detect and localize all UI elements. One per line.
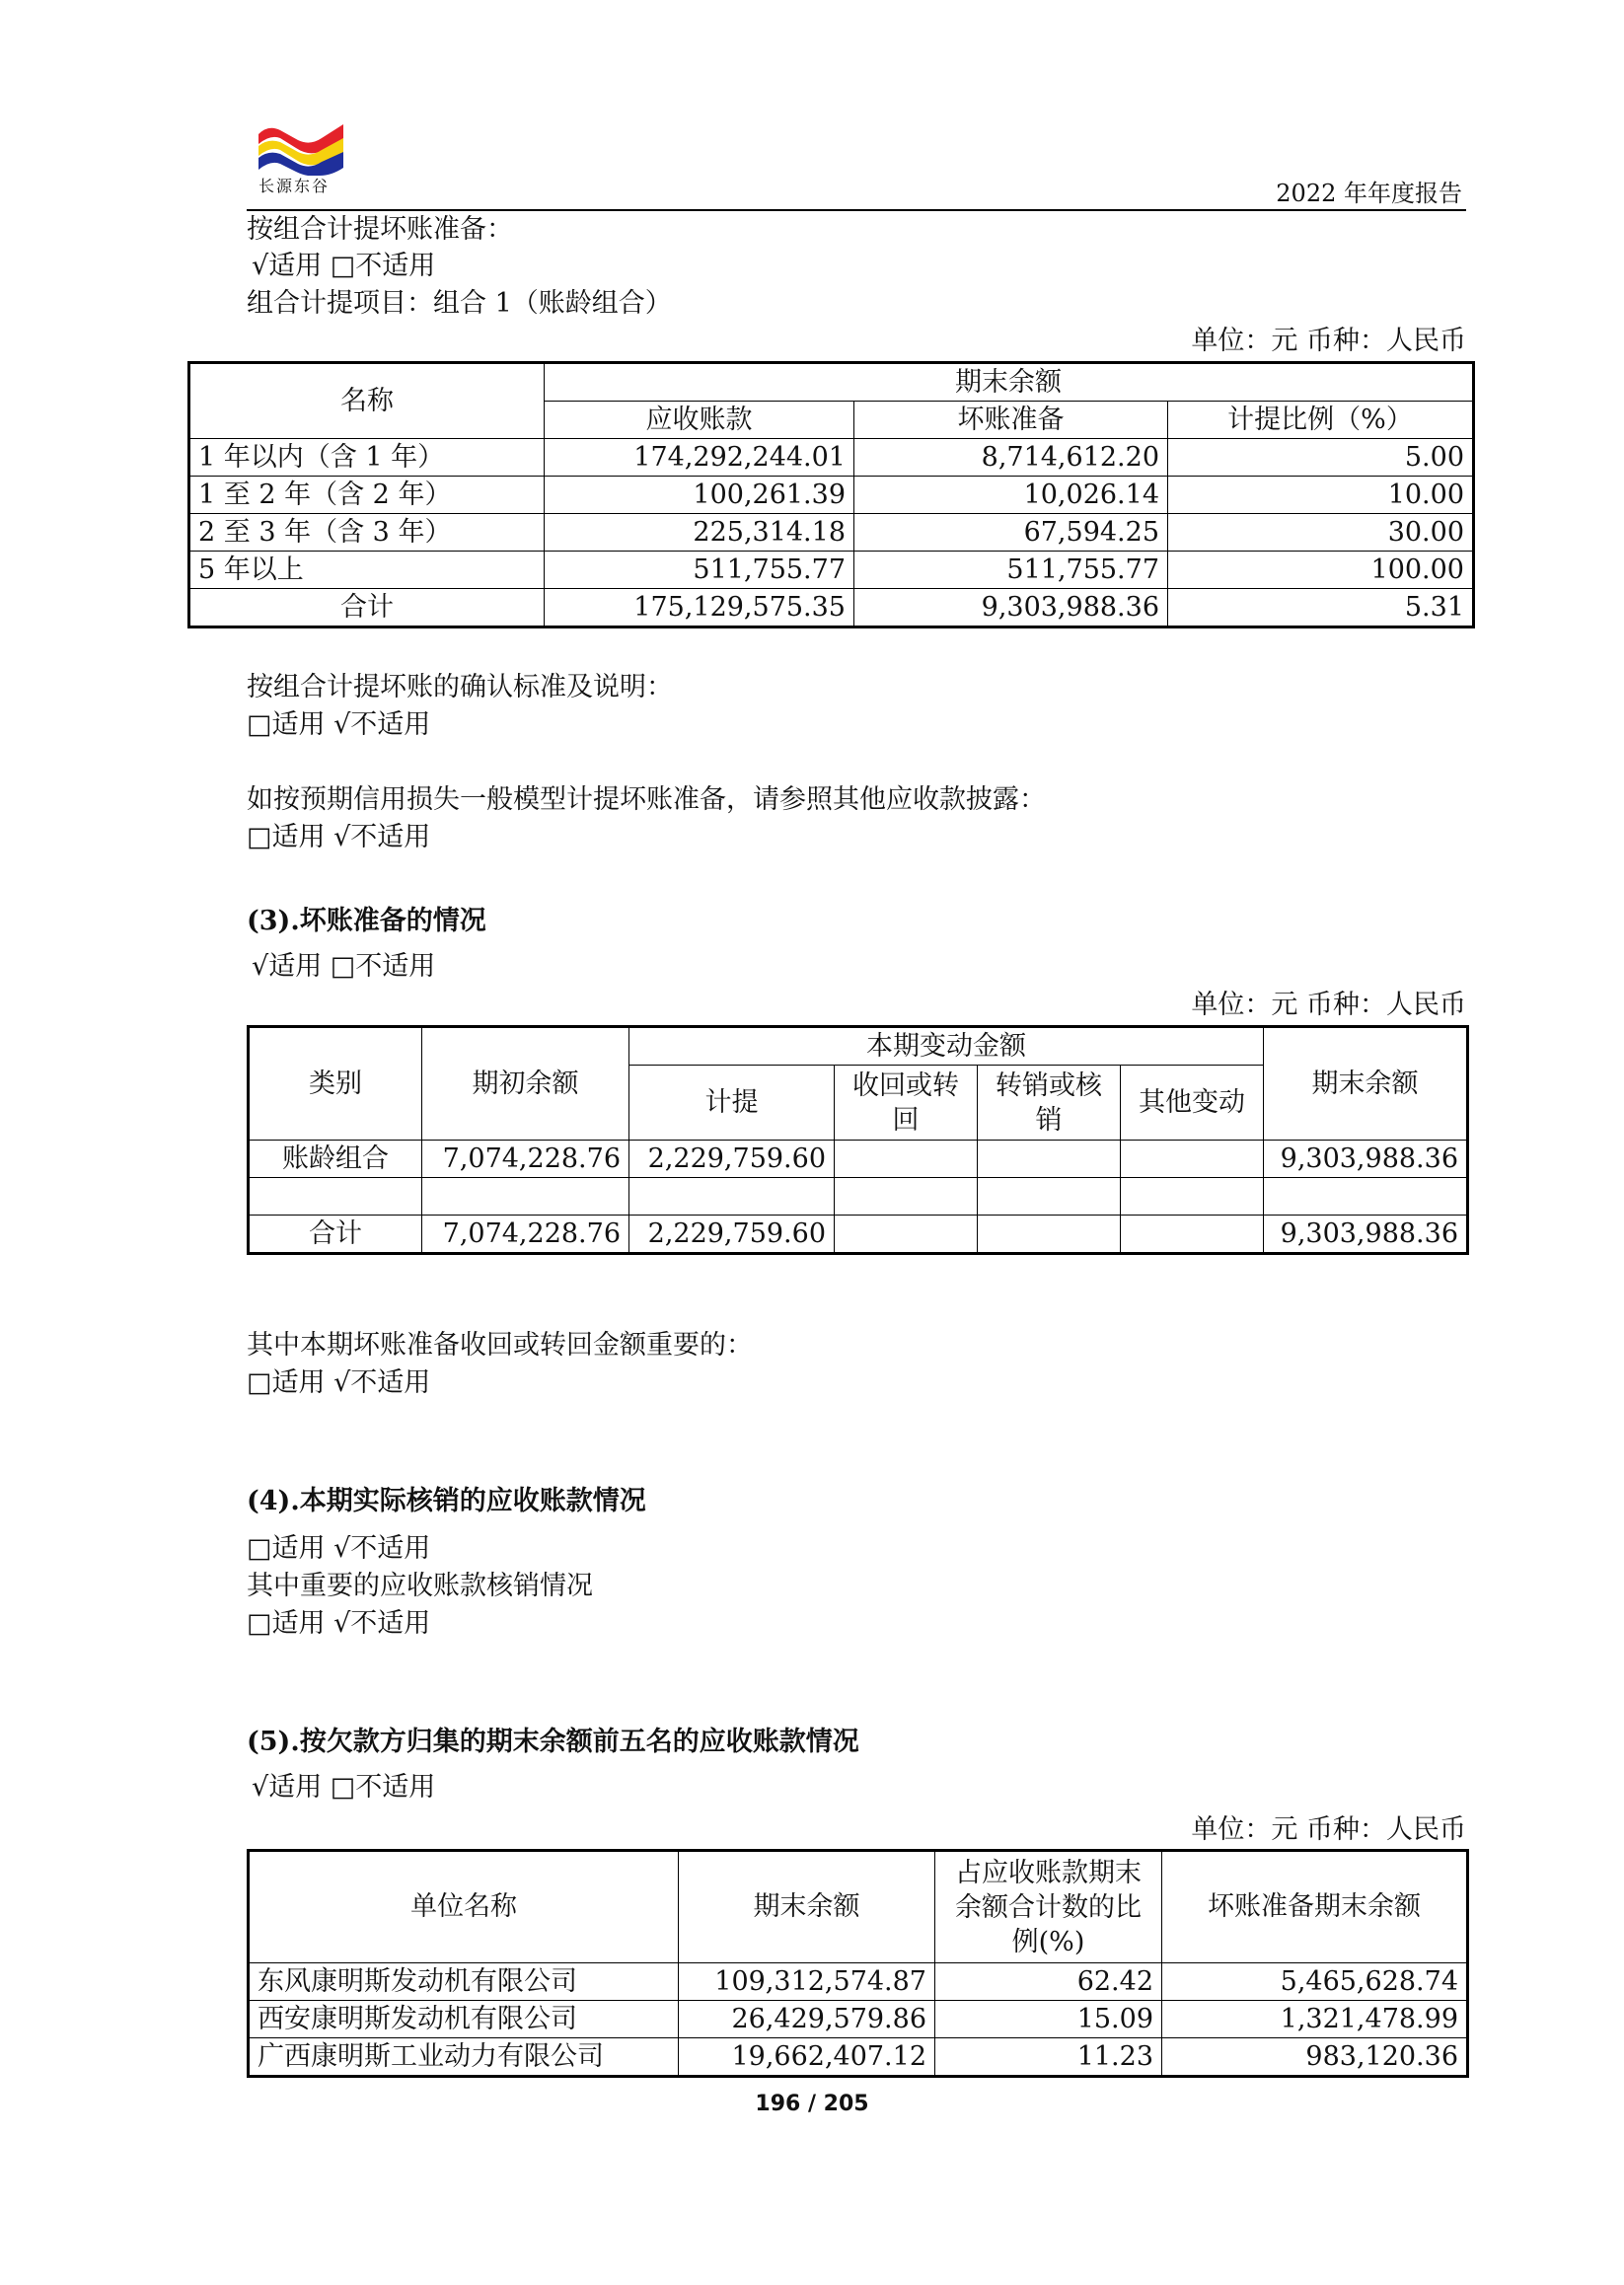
group-header-change: 本期变动金额 [629, 1027, 1264, 1066]
col-header-ratio: 占应收账款期末余额合计数的比例(%) [935, 1851, 1162, 1963]
cell-receivable: 225,314.18 [545, 514, 854, 552]
cell-name: 1 至 2 年（含 2 年） [189, 477, 545, 514]
cell-provision: 511,755.77 [854, 552, 1168, 589]
col-header-provision: 坏账准备期末余额 [1162, 1851, 1468, 1963]
col-header-writeoff: 转销或核销 [978, 1066, 1121, 1141]
cell-total-ratio: 5.31 [1168, 589, 1474, 627]
expected-loss-heading: 如按预期信用损失一般模型计提坏账准备，请参照其他应收款披露： [247, 784, 1046, 815]
cell-unit: 广西康明斯工业动力有限公司 [249, 2038, 679, 2077]
cell-closing: 9,303,988.36 [1264, 1141, 1468, 1178]
cell-recover [835, 1178, 978, 1216]
col-header-name: 名称 [189, 363, 545, 439]
cell-category: 账龄组合 [249, 1141, 422, 1178]
bad-debt-change-table [247, 1025, 1469, 1255]
table-row [189, 552, 1474, 589]
table-row [189, 439, 1474, 477]
col-header-recover: 收回或转回 [835, 1066, 978, 1141]
cell-closing [1264, 1178, 1468, 1216]
cell-closing: 109,312,574.87 [679, 1963, 935, 2001]
cell-provision: 983,120.36 [1162, 2038, 1468, 2077]
cell-other [1121, 1178, 1264, 1216]
report-title: 2022 年年度报告 [1276, 180, 1462, 207]
cell-ratio: 100.00 [1168, 552, 1474, 589]
cell-ratio: 5.00 [1168, 439, 1474, 477]
cell-total-recover [835, 1216, 978, 1254]
cell-opening [422, 1178, 629, 1216]
cell-total-writeoff [978, 1216, 1121, 1254]
table-row [249, 2038, 1468, 2077]
section5-heading: (5).按欠款方归集的期末余额前五名的应收账款情况 [247, 1727, 859, 1757]
col-header-other: 其他变动 [1121, 1066, 1264, 1141]
cell-name: 2 至 3 年（含 3 年） [189, 514, 545, 552]
section5-unit: 单位：元 币种：人民币 [1191, 1814, 1466, 1845]
col-header-ratio: 计提比例（%） [1168, 402, 1474, 439]
cell-accrual: 2,229,759.60 [629, 1141, 835, 1178]
col-header-accrual: 计提 [629, 1066, 835, 1141]
page-number: 196 / 205 [755, 2092, 869, 2116]
cell-writeoff [978, 1178, 1121, 1216]
cell-ratio: 62.42 [935, 1963, 1162, 2001]
col-header-unit: 单位名称 [249, 1851, 679, 1963]
cell-ratio: 10.00 [1168, 477, 1474, 514]
table-row [249, 1178, 1468, 1216]
logo-text: 长源东谷 [258, 177, 331, 195]
col-header-closing: 期末余额 [1264, 1027, 1468, 1141]
cell-writeoff [978, 1141, 1121, 1178]
cell-provision: 67,594.25 [854, 514, 1168, 552]
cell-total-label: 合计 [249, 1216, 422, 1254]
section4-sub-applicable: □适用 √不适用 [247, 1608, 431, 1639]
aging-combo-table [187, 361, 1475, 628]
section4-applicable: □适用 √不适用 [247, 1533, 431, 1564]
table-row [249, 1141, 1468, 1178]
cell-total-label: 合计 [189, 589, 545, 627]
expected-loss-applicable: □适用 √不适用 [247, 822, 431, 852]
table-row [249, 1963, 1468, 2001]
top-five-debtors-table [247, 1849, 1469, 2078]
section3-unit: 单位：元 币种：人民币 [1191, 990, 1466, 1020]
combo-heading: 按组合计提坏账准备： [247, 214, 513, 245]
cell-provision: 10,026.14 [854, 477, 1168, 514]
cell-closing: 19,662,407.12 [679, 2038, 935, 2077]
cell-unit: 东风康明斯发动机有限公司 [249, 1963, 679, 2001]
col-header-opening: 期初余额 [422, 1027, 629, 1141]
cell-ratio: 15.09 [935, 2001, 1162, 2038]
recovery-note-applicable: □适用 √不适用 [247, 1367, 431, 1398]
combo-applicable: √适用 □不适用 [252, 251, 436, 281]
cell-receivable: 511,755.77 [545, 552, 854, 589]
total-row [249, 1216, 1468, 1254]
cell-total-receivable: 175,129,575.35 [545, 589, 854, 627]
cell-category [249, 1178, 422, 1216]
combo-unit: 单位：元 币种：人民币 [1191, 326, 1466, 356]
section3-heading: (3).坏账准备的情况 [247, 906, 486, 936]
cell-total-provision: 9,303,988.36 [854, 589, 1168, 627]
col-header-category: 类别 [249, 1027, 422, 1141]
cell-total-other [1121, 1216, 1264, 1254]
cell-accrual [629, 1178, 835, 1216]
confirm-standard-heading: 按组合计提坏账的确认标准及说明： [247, 672, 673, 702]
recovery-note-heading: 其中本期坏账准备收回或转回金额重要的： [247, 1330, 753, 1361]
cell-ratio: 30.00 [1168, 514, 1474, 552]
cell-total-opening: 7,074,228.76 [422, 1216, 629, 1254]
table-row [189, 514, 1474, 552]
group-header-closing: 期末余额 [545, 363, 1474, 402]
cell-total-closing: 9,303,988.36 [1264, 1216, 1468, 1254]
cell-provision: 8,714,612.20 [854, 439, 1168, 477]
total-row [189, 589, 1474, 627]
combo-item-label: 组合计提项目：组合 1（账龄组合） [247, 288, 672, 319]
cell-total-accrual: 2,229,759.60 [629, 1216, 835, 1254]
table-row [249, 2001, 1468, 2038]
cell-name: 5 年以上 [189, 552, 545, 589]
cell-provision: 1,321,478.99 [1162, 2001, 1468, 2038]
cell-name: 1 年以内（含 1 年） [189, 439, 545, 477]
cell-provision: 5,465,628.74 [1162, 1963, 1468, 2001]
table-row [189, 477, 1474, 514]
confirm-standard-applicable: □适用 √不适用 [247, 709, 431, 740]
cell-unit: 西安康明斯发动机有限公司 [249, 2001, 679, 2038]
cell-opening: 7,074,228.76 [422, 1141, 629, 1178]
col-header-closing: 期末余额 [679, 1851, 935, 1963]
section4-sub-heading: 其中重要的应收账款核销情况 [247, 1571, 593, 1601]
section5-applicable: √适用 □不适用 [252, 1772, 436, 1803]
cell-recover [835, 1141, 978, 1178]
cell-receivable: 100,261.39 [545, 477, 854, 514]
cell-ratio: 11.23 [935, 2038, 1162, 2077]
col-header-receivable: 应收账款 [545, 402, 854, 439]
section3-applicable: √适用 □不适用 [252, 951, 436, 982]
col-header-provision: 坏账准备 [854, 402, 1168, 439]
cell-closing: 26,429,579.86 [679, 2001, 935, 2038]
cell-receivable: 174,292,244.01 [545, 439, 854, 477]
cell-other [1121, 1141, 1264, 1178]
section4-heading: (4).本期实际核销的应收账款情况 [247, 1486, 646, 1516]
